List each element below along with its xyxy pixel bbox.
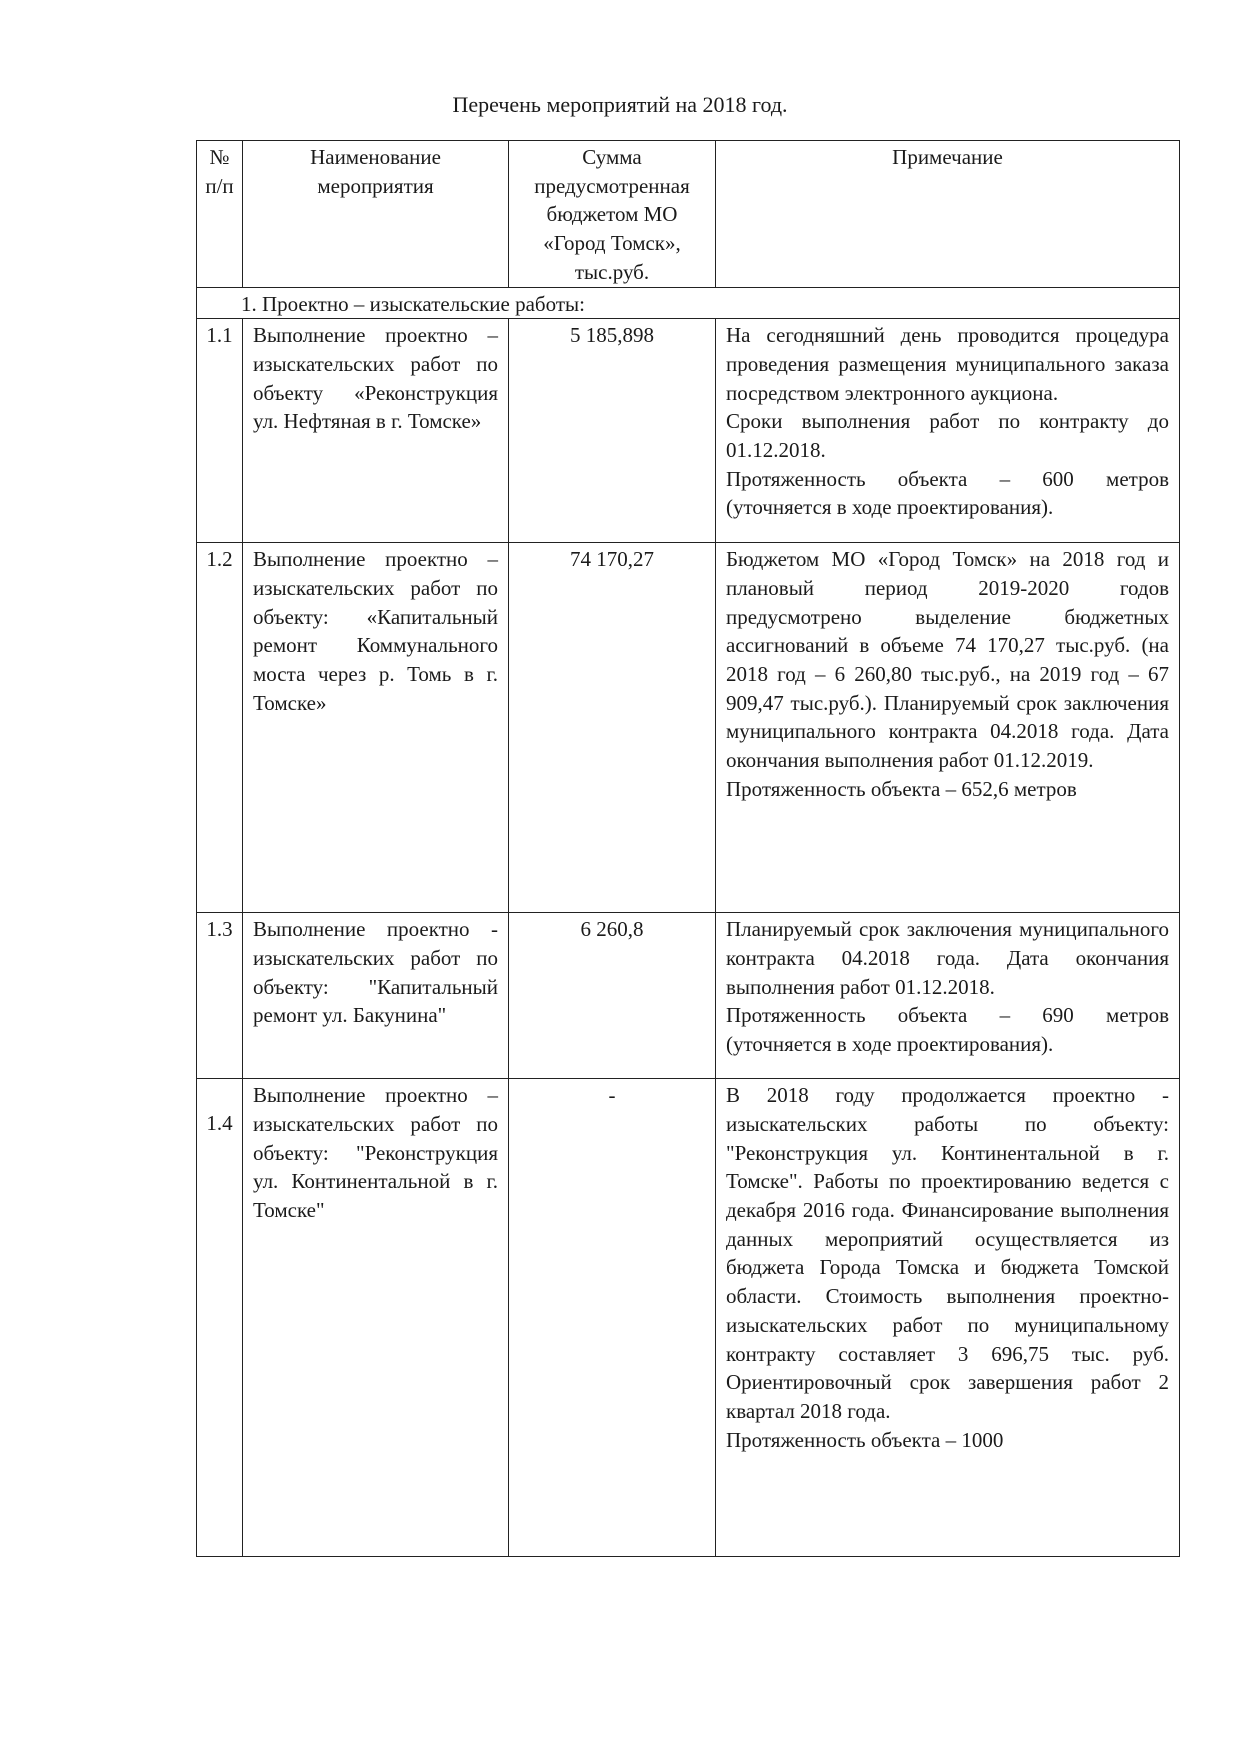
row-number: 1.3: [197, 913, 243, 1079]
row-number: 1.2: [197, 543, 243, 913]
row-note: [716, 543, 1180, 913]
row-name-text: Выполнение проектно – изыскательских работ по объекту «Реконструкция ул. Нефтяная в г. Томске»: [253, 323, 498, 434]
section-title: 1. Проектно – изыскательские работы:: [197, 287, 1180, 319]
row-sum: 5 185,898: [509, 319, 716, 543]
section-row: [197, 287, 1180, 319]
table-row: [197, 319, 1180, 543]
row-name: [243, 913, 509, 1079]
row-name: [243, 543, 509, 913]
header-note: Примечание: [716, 141, 1180, 288]
note-paragraph: Бюджетом МО «Город Томск» на 2018 год и плановый период 2019-2020 годов предусмотрено выделение бюджетных ассигнований в объеме 74 170,27 тыс.руб. (на 2018 год – 6 260,80 тыс.руб., на 2019 год – 67 909,47 тыс.руб.). Планируемый срок заключения муниципального контракта 04.2018 года. Дата окончания выполнения работ 01.12.2019.: [726, 547, 1169, 773]
note-paragraph: Планируемый срок заключения муниципального контракта 04.2018 года. Дата окончания выполнения работ 01.12.2018.: [726, 917, 1169, 999]
row-name: [243, 1079, 509, 1557]
note-paragraph: В 2018 году продолжается проектно - изыскательских работы по объекту: "Реконструкция ул. Континентальной в г. Томске". Работы по проектированию ведется с декабря 2016 года. Финансирование выполнения данных мероприятий осуществляется из бюджета Города Томска и бюджета Томской области. Стоимость выполнения проектно-изыскательских работ по муниципальному контракту составляет 3 696,75 тыс. руб. Ориентировочный срок завершения работ 2 квартал 2018 года.: [726, 1083, 1169, 1423]
table-row: [197, 543, 1180, 913]
note-paragraph: Протяженность объекта – 652,6 метров: [726, 776, 1077, 801]
row-note: [716, 913, 1180, 1079]
note-paragraph: Сроки выполнения работ по контракту до 01.12.2018.: [726, 409, 1169, 463]
row-sum: 6 260,8: [509, 913, 716, 1079]
note-paragraph: На сегодняшний день проводится процедура проведения размещения муниципального заказа посредством электронного аукциона.: [726, 323, 1169, 405]
row-name-text: Выполнение проектно – изыскательских работ по объекту: "Реконструкция ул. Континентальной в г. Томске": [253, 1083, 498, 1223]
row-sum: 74 170,27: [509, 543, 716, 913]
header-number: № п/п: [197, 141, 243, 288]
row-name-text: Выполнение проектно - изыскательских работ по объекту: "Капитальный ремонт ул. Бакунина": [253, 917, 498, 1028]
note-paragraph: Протяженность объекта – 1000: [726, 1427, 1004, 1452]
row-name: [243, 319, 509, 543]
row-note: [716, 319, 1180, 543]
row-number: 1.1: [197, 319, 243, 543]
row-name-text: Выполнение проектно – изыскательских работ по объекту: «Капитальный ремонт Коммунального моста через р. Томь в г. Томске»: [253, 547, 498, 715]
header-sum: Сумма предусмотренная бюджетом МО «Город Томск», тыс.руб.: [509, 141, 716, 288]
row-note: [716, 1079, 1180, 1557]
events-table: [196, 140, 1180, 1557]
table-row: [197, 913, 1180, 1079]
note-paragraph: Протяженность объекта – 600 метров (уточняется в ходе проектирования).: [726, 466, 1169, 520]
table-row: [197, 1079, 1180, 1557]
note-paragraph: Протяженность объекта – 690 метров (уточняется в ходе проектирования).: [726, 1003, 1169, 1057]
row-sum: -: [509, 1079, 716, 1557]
table-header-row: [197, 141, 1180, 288]
header-name: Наименование мероприятия: [243, 141, 509, 288]
row-number: 1.4: [197, 1079, 243, 1557]
document-title: Перечень мероприятий на 2018 год.: [452, 92, 788, 117]
